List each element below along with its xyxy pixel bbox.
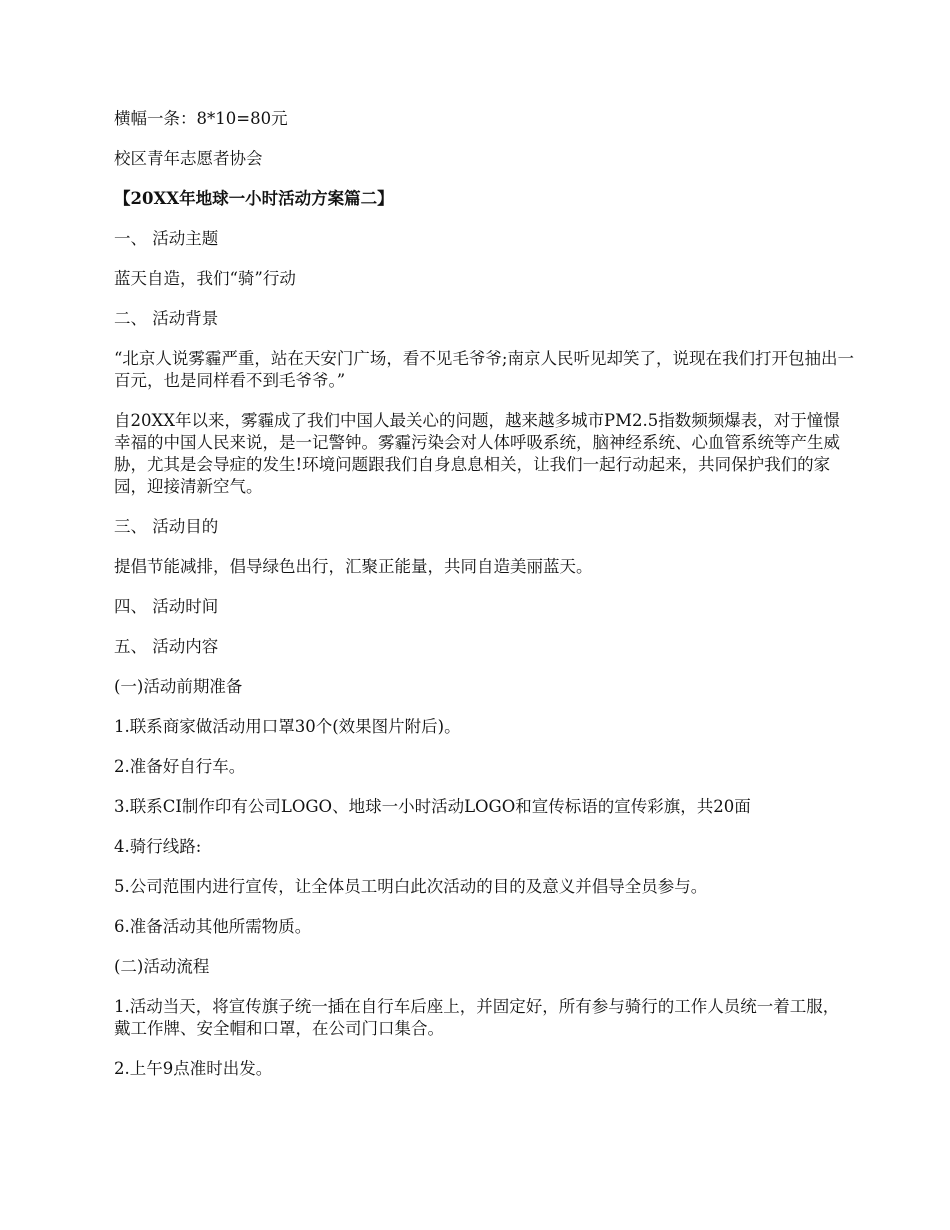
process-item-2: 2.上午9点准时出发。 bbox=[114, 1059, 273, 1078]
purpose-text: 提倡节能减排，倡导绿色出行，汇聚正能量，共同自造美丽蓝天。 bbox=[114, 557, 593, 576]
subheading-preparation: (一)活动前期准备 bbox=[114, 677, 243, 696]
background-quote: “北京人说雾霾严重，站在天安门广场，看不见毛爷爷;南京人民听见却笑了，说现在我们打开包抽出一百元，也是同样看不到毛爷爷。” bbox=[114, 349, 854, 390]
theme-text: 蓝天自造，我们“骑”行动 bbox=[114, 269, 296, 288]
prep-item-3: 3.联系CI制作印有公司LOGO、地球一小时活动LOGO和宣传标语的宣传彩旗，共20面 bbox=[114, 797, 751, 816]
heading-purpose: 三、 活动目的 bbox=[114, 517, 219, 536]
prep-item-6: 6.准备活动其他所需物质。 bbox=[114, 917, 312, 936]
section-title: 【20XX年地球一小时活动方案篇二】 bbox=[114, 189, 394, 208]
heading-time: 四、 活动时间 bbox=[114, 597, 219, 616]
organizer-line: 校区青年志愿者协会 bbox=[114, 149, 263, 168]
prep-item-5: 5.公司范围内进行宣传，让全体员工明白此次活动的目的及意义并倡导全员参与。 bbox=[114, 877, 708, 896]
banner-cost-line: 横幅一条：8*10=80元 bbox=[114, 109, 288, 128]
subheading-process: (二)活动流程 bbox=[114, 957, 210, 976]
prep-item-2: 2.准备好自行车。 bbox=[114, 757, 246, 776]
document-page bbox=[114, 108, 854, 1080]
process-item-1: 1.活动当天，将宣传旗子统一插在自行车后座上，并固定好，所有参与骑行的工作人员统一着工服，戴工作牌、安全帽和口罩，在公司门口集合。 bbox=[114, 997, 840, 1038]
prep-item-4: 4.骑行线路: bbox=[114, 837, 202, 856]
heading-background: 二、 活动背景 bbox=[114, 309, 219, 328]
heading-content: 五、 活动内容 bbox=[114, 637, 219, 656]
prep-item-1: 1.联系商家做活动用口罩30个(效果图片附后)。 bbox=[114, 717, 461, 736]
heading-theme: 一、 活动主题 bbox=[114, 229, 219, 248]
background-text: 自20XX年以来，雾霾成了我们中国人最关心的问题，越来越多城市PM2.5指数频频爆表，对于憧憬幸福的中国人民来说，是一记警钟。雾霾污染会对人体呼吸系统，脑神经系统、心血管系统等产生威胁，尤其是会导症的发生!环境问题跟我们自身息息相关，让我们一起行动起来，共同保护我们的家园，迎接清新空气。 bbox=[114, 411, 840, 496]
